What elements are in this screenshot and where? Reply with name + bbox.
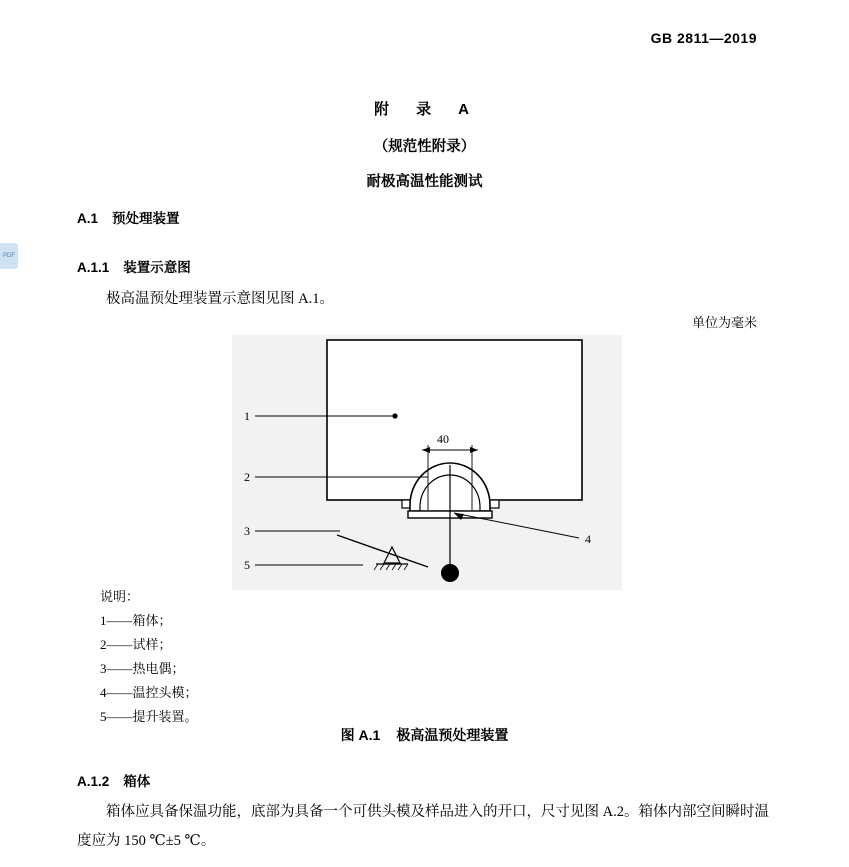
legend-item: 3——热电偶；	[100, 661, 185, 676]
svg-text:5: 5	[244, 558, 250, 572]
section-title-a12: 箱体	[123, 774, 151, 789]
legend-item: 1——箱体；	[100, 613, 172, 628]
page-side-badge: PDF	[0, 243, 18, 269]
figure-a1-diagram	[232, 335, 752, 590]
section-number-a12: A.1.2	[77, 774, 110, 789]
section-number-a1: A.1	[77, 211, 99, 226]
figure-legend	[100, 585, 198, 729]
svg-text:2: 2	[244, 470, 250, 484]
appendix-title-block	[0, 98, 849, 191]
svg-text:3: 3	[244, 524, 250, 538]
section-heading-a11	[77, 256, 191, 276]
appendix-subject: 耐极高温性能测试	[366, 174, 483, 190]
section-heading-a12	[77, 770, 150, 790]
unit-note: 单位为毫米	[691, 315, 757, 330]
legend-item: 2——试样；	[100, 637, 172, 652]
appendix-normative: （规范性附录）	[373, 139, 476, 155]
box-paragraph: 箱体应具备保温功能，底部为具备一个可供头模及样品进入的开口，尺寸见图 A.2。箱体内部空间瞬时温度应为 150 ℃±5 ℃。	[77, 804, 769, 849]
figure-caption-number: 图 A.1	[340, 727, 381, 743]
svg-text:1: 1	[244, 409, 250, 423]
intro-paragraph: 极高温预处理装置示意图见图 A.1。	[106, 291, 334, 307]
page-header-standard-code: GB 2811—2019	[650, 30, 757, 46]
section-title-a11: 装置示意图	[123, 260, 191, 275]
section-heading-a1	[77, 207, 180, 227]
section-number-a11: A.1.1	[77, 260, 110, 275]
figure-caption-text: 极高温预处理装置	[396, 727, 509, 743]
legend-item: 5——提升装置。	[100, 709, 198, 724]
figure-caption	[0, 725, 849, 745]
legend-title: 说明：	[100, 589, 140, 604]
svg-text:40: 40	[437, 432, 449, 446]
legend-item: 4——温控头模；	[100, 685, 198, 700]
section-title-a1: 预处理装置	[112, 211, 180, 226]
svg-text:4: 4	[585, 532, 591, 546]
appendix-label: 附 录 A	[374, 101, 475, 118]
